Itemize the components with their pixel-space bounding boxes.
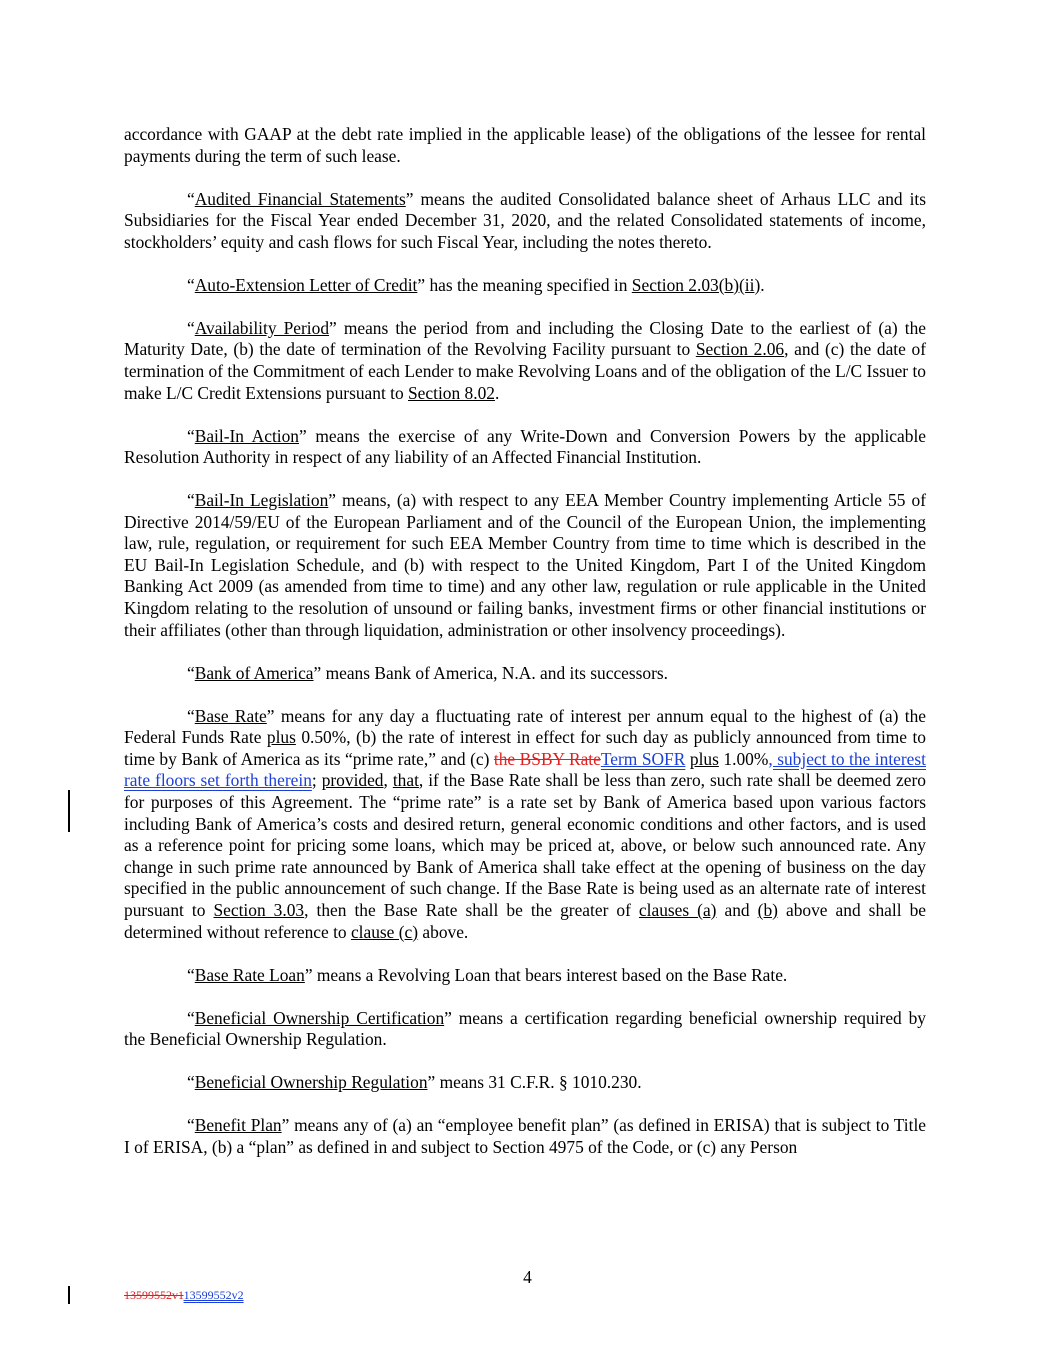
clause-reference: clauses (a) xyxy=(638,899,717,920)
defined-term: Auto-Extension Letter of Credit xyxy=(194,274,418,295)
page-number: 4 xyxy=(523,1267,532,1287)
defined-term: Base Rate xyxy=(194,705,267,726)
definition-availability-period: “Availability Period” means the period from and including the Closing Date to the earliest of (a) the Maturity Date, (b) the date of termination of the Revolving Facility pursuant to Section 2.06, and (c) the date of termination of the Commitment of each Lender to make Revolving Loans and of the obligation of the L/C Issuer to make L/C Credit Extensions pursuant to Section 8.02. xyxy=(124,317,927,403)
definition-bail-in-action: “Bail-In Action” means the exercise of any Write-Down and Conversion Powers by the applicable Resolution Authority in respect of any liability of an Affected Financial Institution. xyxy=(124,425,926,468)
definition-base-rate-loan: “Base Rate Loan” means a Revolving Loan that bears interest based on the Base Rate. xyxy=(187,964,788,985)
paragraph-intro: accordance with GAAP at the debt rate implied in the applicable lease) of the obligations of the lessee for rental payments during the term of such lease. xyxy=(124,124,926,166)
definition-benefit-plan: “Benefit Plan” means any of (a) an “employee benefit plan” (as defined in ERISA) that is subject to Title I of ERISA, (b) a “plan” as defined in and subject to Section 4975 of the Code, or (c) any Person xyxy=(124,1115,926,1157)
section-reference: Section 2.06 xyxy=(695,339,785,360)
change-bar xyxy=(68,790,70,832)
section-reference: Section 8.02 xyxy=(408,382,495,403)
inserted-doc-id: 13599552v2 xyxy=(183,1288,244,1302)
document-id-footer xyxy=(124,1287,244,1303)
defined-term: Beneficial Ownership Regulation xyxy=(194,1072,428,1093)
inserted-text: , subject to the interest rate floors set forth therein xyxy=(124,748,926,791)
defined-term: Bail-In Legislation xyxy=(194,490,329,511)
defined-term: Beneficial Ownership Certification xyxy=(194,1007,445,1028)
definition-beneficial-ownership-regulation: “Beneficial Ownership Regulation” means 31 C.F.R. § 1010.230. xyxy=(187,1072,642,1093)
definition-audited-financial-statements: “Audited Financial Statements” means the audited Consolidated balance sheet of Arhaus LLC and its Subsidiaries for the Fiscal Year ended December 31, 2020, and the related Consolidated statements of income, stockholders’ equity and cash flows for such Fiscal Year, including the notes thereto. xyxy=(124,188,927,252)
inserted-text: Term SOFR xyxy=(600,748,686,769)
change-bar xyxy=(68,1286,70,1304)
definition-auto-extension-letter-of-credit: “Auto-Extension Letter of Credit” has the meaning specified in Section 2.03(b)(ii). xyxy=(187,274,765,295)
clause-reference: clause (c) xyxy=(350,921,419,942)
deleted-text: the BSBY Rate xyxy=(493,748,601,769)
deleted-doc-id: 13599552v1 xyxy=(124,1288,184,1302)
defined-term: Bank of America xyxy=(194,662,314,683)
definition-beneficial-ownership-certification: “Beneficial Ownership Certification” means a certification regarding beneficial ownership required by the Beneficial Ownership Regulation. xyxy=(124,1007,926,1050)
defined-term: Base Rate Loan xyxy=(194,964,305,985)
section-reference: Section 3.03 xyxy=(213,899,305,920)
definition-bank-of-america: “Bank of America” means Bank of America, N.A. and its successors. xyxy=(187,662,669,683)
clause-reference: (b) xyxy=(757,899,778,920)
defined-term: Bail-In Action xyxy=(194,425,299,446)
defined-term: Availability Period xyxy=(194,317,330,338)
defined-term: Benefit Plan xyxy=(194,1115,282,1136)
section-reference: Section 2.03(b)(ii) xyxy=(631,274,761,295)
defined-term: Audited Financial Statements xyxy=(194,188,406,209)
definition-base-rate: “Base Rate” means for any day a fluctuating rate of interest per annum equal to the highest of (a) the Federal Funds Rate plus 0.50%, (b) the rate of interest in effect for such day as publicly announced from time to time by Bank of America as its “prime rate,” and (c) the BSBY RateTerm SOFR plus 1.00%, subject to the interest rate floors set forth therein; provided, that, if the Base Rate shall be less than zero, such rate shall be deemed zero for purposes of this Agreement. The “prime rate” is a rate set by Bank of America based upon various factors including Bank of America’s costs and desired return, general economic conditions and other factors, and is used as a reference point for pricing some loans, which may be priced at, above, or below such announced rate. Any change in such prime rate announced by Bank of America shall take effect at the opening of business on the day specified in the public announcement of such change. If the Base Rate is being used as an alternate rate of interest pursuant to Section 3.03, then the Base Rate shall be the greater of clauses (a) and (b) above and shall be determined without reference to clause (c) above. xyxy=(124,705,926,942)
document-body xyxy=(124,124,926,1180)
definition-bail-in-legislation: “Bail-In Legislation” means, (a) with respect to any EEA Member Country implementing Article 55 of Directive 2014/59/EU of the European Parliament and of the Council of the European Union, the implementing law, rule, regulation, or requirement for such EEA Member Country from time to time which is described in the EU Bail-In Legislation Schedule, and (b) with respect to the United Kingdom, Part I of the United Kingdom Banking Act 2009 (as amended from time to time) and any other law, regulation or rule applicable in the United Kingdom relating to the resolution of unsound or failing banks, investment firms or other financial institutions or their affiliates (other than through liquidation, administration or other insolvency proceedings). xyxy=(124,490,926,640)
